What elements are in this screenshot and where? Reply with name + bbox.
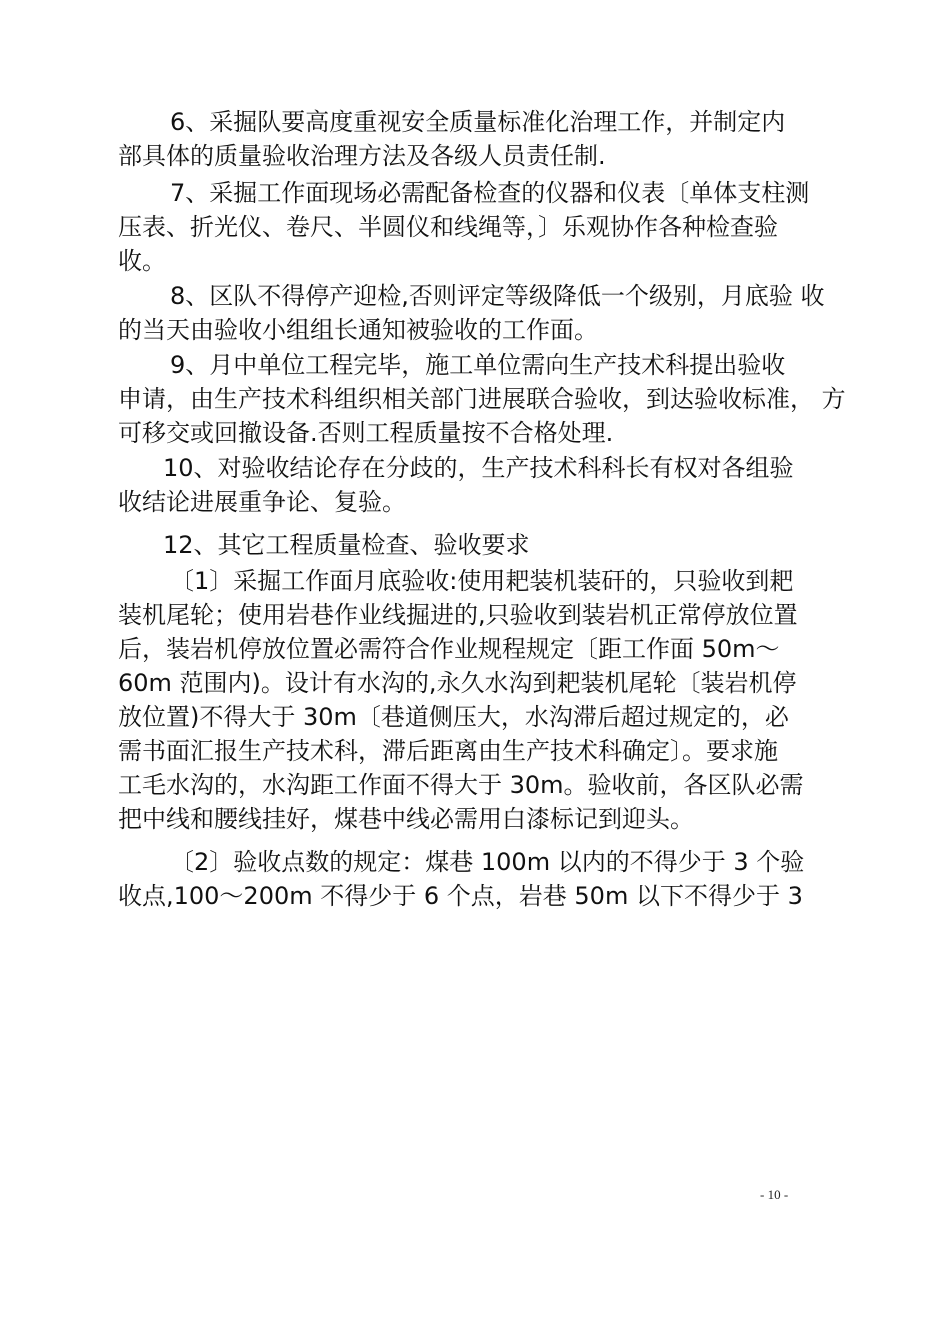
paragraph-9-line-1: 9、月中单位工程完毕，施工单位需向生产技术科提出验收 [170,351,786,379]
paragraph-7-line-1: 7、采掘工作面现场必需配备检查的仪器和仪表〔单体支柱测 [170,179,810,207]
item-1-line-3: 后，装岩机停放位置必需符合作业规程规定〔距工作面 50m～ [118,635,780,663]
page-number: - 10 - [760,1187,789,1202]
paragraph-9-line-2: 申请，由生产技术科组织相关部门进展联合验收，到达验收标准， 方 [118,385,846,413]
item-2-line-2: 收点,100～200m 不得少于 6 个点，岩巷 50m 以下不得少于 3 [118,882,803,910]
item-1-line-7: 工毛水沟的，水沟距工作面不得大于 30m。验收前，各区队必需 [118,771,804,799]
paragraph-8-line-2: 的当天由验收小组组长通知被验收的工作面。 [118,316,598,344]
item-1-line-5: 放位置)不得大于 30m〔巷道侧压大，水沟滞后超过规定的，必 [118,703,789,731]
section-12-heading: 12、其它工程质量检查、验收要求 [163,531,530,559]
item-2-line-1: 〔2〕验收点数的规定：煤巷 100m 以内的不得少于 3 个验 [170,848,805,876]
paragraph-6-line-2: 部具体的质量验收治理方法及各级人员责任制. [118,142,606,170]
paragraph-7-line-3: 收。 [118,247,166,275]
paragraph-6-line-1: 6、采掘队要高度重视安全质量标准化治理工作，并制定内 [170,108,786,136]
paragraph-10-line-1: 10、对验收结论存在分歧的，生产技术科科长有权对各组验 [163,454,794,482]
paragraph-10-line-2: 收结论进展重争论、复验。 [118,488,406,516]
item-1-line-6: 需书面汇报生产技术科，滞后距离由生产技术科确定〕。要求施 [118,737,778,765]
paragraph-8-line-1: 8、区队不得停产迎检,否则评定等级降低一个级别，月底验 收 [170,282,825,310]
item-1-line-1: 〔1〕采掘工作面月底验收:使用耙装机装矸的，只验收到耙 [170,567,794,595]
paragraph-9-line-3: 可移交或回撤设备.否则工程质量按不合格处理. [118,419,614,447]
item-1-line-8: 把中线和腰线挂好，煤巷中线必需用白漆标记到迎头。 [118,805,694,833]
paragraph-7-line-2: 压表、折光仪、卷尺、半圆仪和线绳等，〕乐观协作各种检查验 [118,213,778,241]
item-1-line-4: 60m 范围内)。设计有水沟的,永久水沟到耙装机尾轮〔装岩机停 [118,669,797,697]
item-1-line-2: 装机尾轮；使用岩巷作业线掘进的,只验收到装岩机正常停放位置 [118,601,798,629]
